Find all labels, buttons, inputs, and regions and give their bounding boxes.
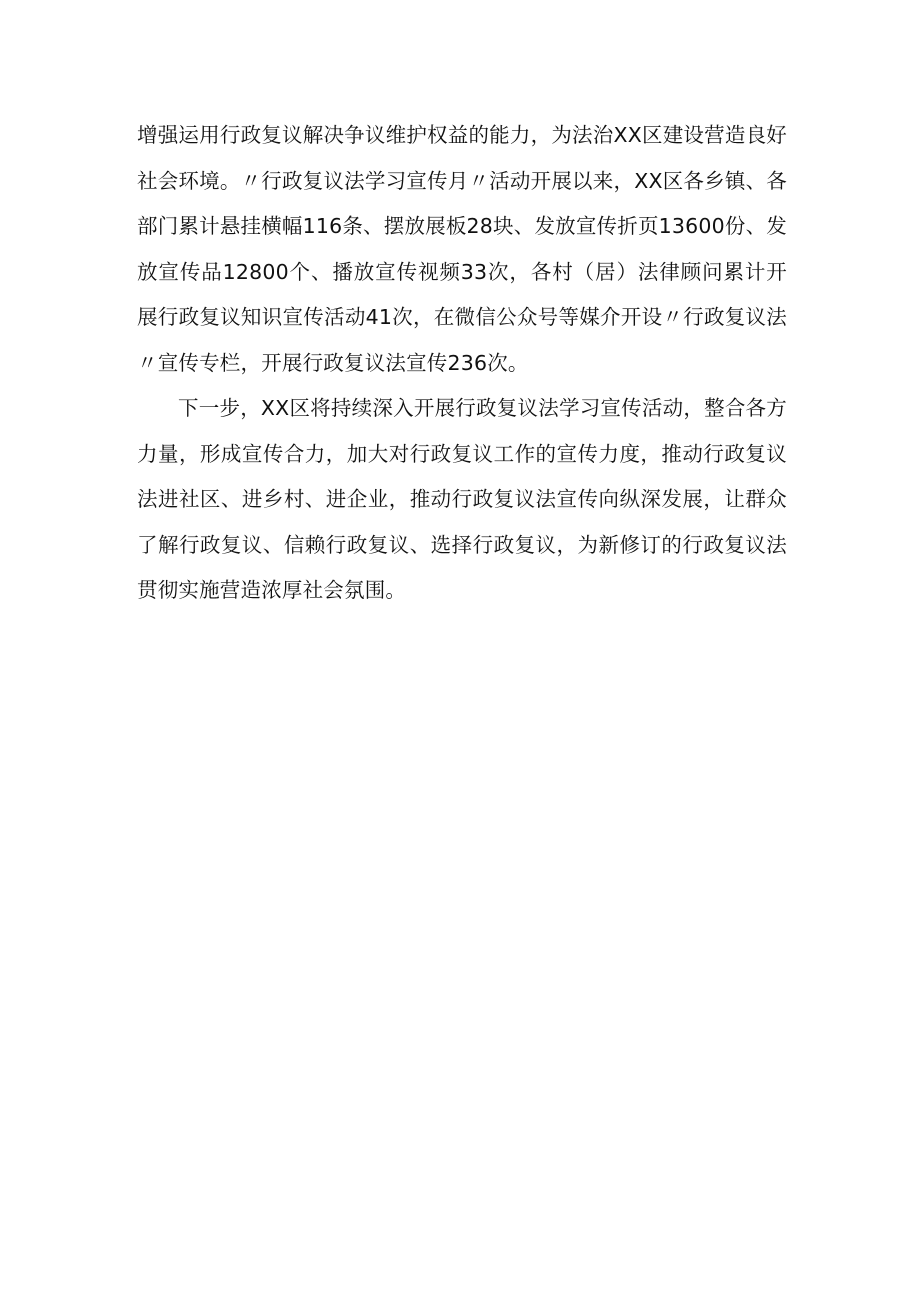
paragraph-1: 增强运用行政复议解决争议维护权益的能力，为法治XX区建设营造良好社会环境。〃行政复议法学习宣传月〃活动开展以来，XX区各乡镇、各部门累计悬挂横幅116条、摆放展板28块、发放宣传折页13600份、发放宣传品12800个、播放宣传视频33次，各村（居）法律顾问累计开展行政复议知识宣传活动41次，在微信公众号等媒介开设〃行政复议法〃宣传专栏，开展行政复议法宣传236次。 <box>137 123 787 375</box>
document-body <box>137 113 787 614</box>
paragraph-2: 下一步，XX区将持续深入开展行政复议法学习宣传活动，整合各方力量，形成宣传合力，加大对行政复议工作的宣传力度，推动行政复议法进社区、进乡村、进企业，推动行政复议法宣传向纵深发展，让群众了解行政复议、信赖行政复议、选择行政复议，为新修订的行政复议法贯彻实施营造浓厚社会氛围。 <box>137 396 787 602</box>
